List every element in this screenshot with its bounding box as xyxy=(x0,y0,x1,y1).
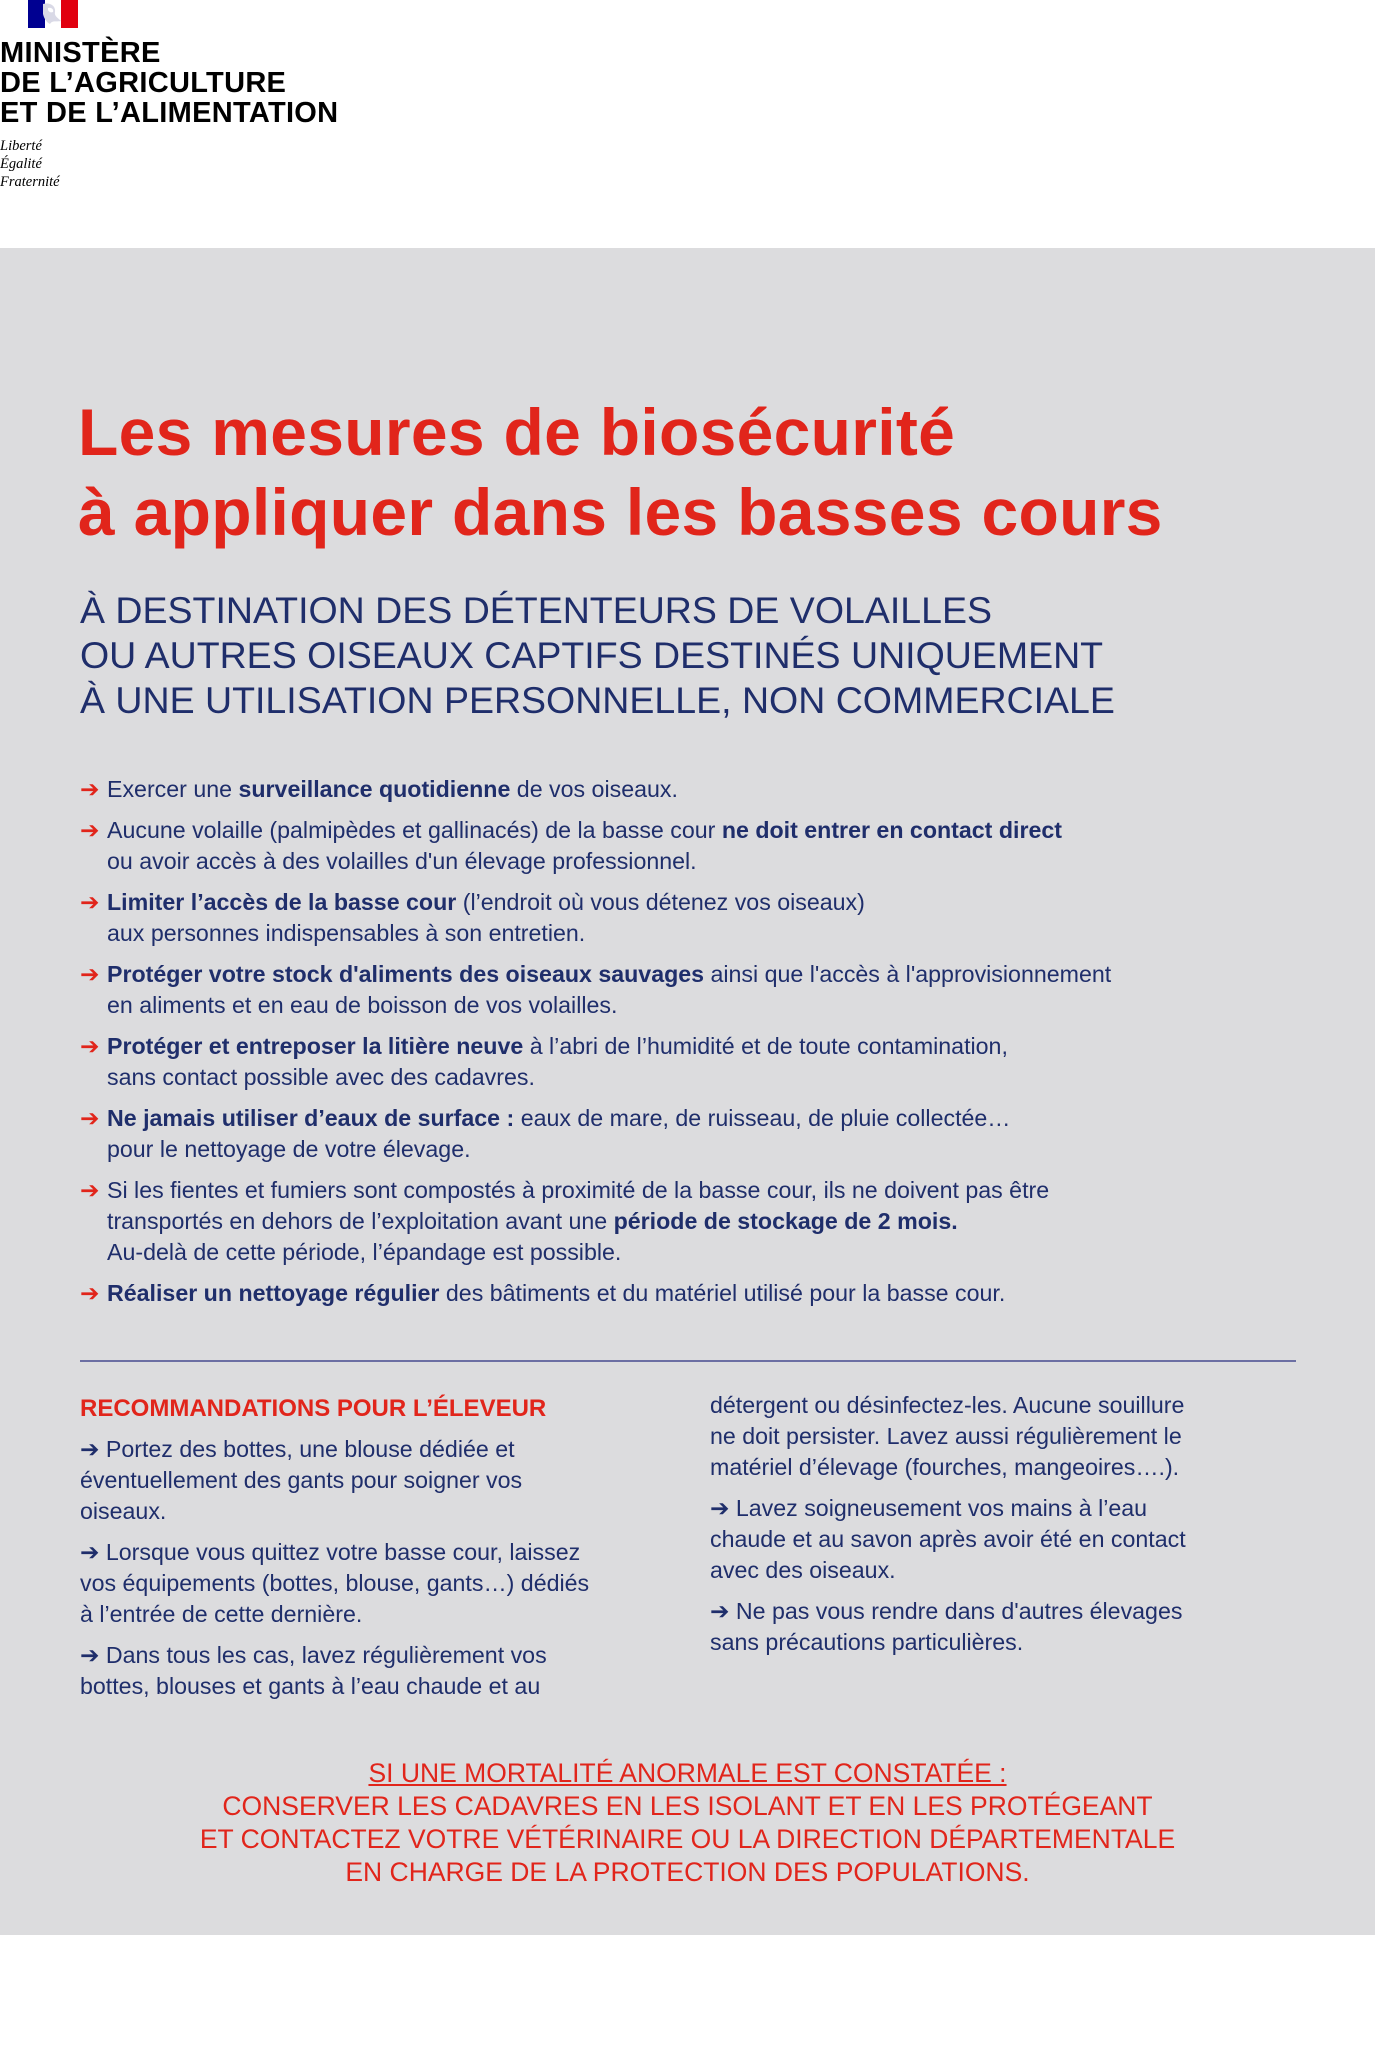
recommendations-column-left xyxy=(80,1434,680,1712)
recommendation-text: Lorsque vous quittez votre basse cour, laissez xyxy=(105,1539,581,1565)
recommendation-text: détergent ou désinfectez-les. Aucune souillure xyxy=(710,1392,1185,1418)
ministry-line: ET DE L’ALIMENTATION xyxy=(0,97,339,129)
subtitle-line: OU AUTRES OISEAUX CAPTIFS DESTINÉS UNIQUEMENT xyxy=(80,634,1104,676)
arrow-right-icon: ➔ xyxy=(80,817,100,843)
ministry-logo xyxy=(0,0,360,200)
list-item xyxy=(80,959,1330,1021)
list-item xyxy=(80,1175,1330,1268)
recommendations-column-right xyxy=(710,1390,1310,1668)
ministry-name xyxy=(0,38,338,128)
measure-text: Aucune volaille (palmipèdes et gallinacés) de la basse cour xyxy=(107,817,722,843)
motto-line: Liberté xyxy=(0,138,42,154)
list-item xyxy=(80,774,1330,805)
biosecurity-measures-list xyxy=(80,774,1330,1319)
measure-text: (l’endroit où vous détenez vos oiseaux) xyxy=(456,889,865,915)
measure-emphasis: Limiter l’accès de la basse cour xyxy=(107,889,457,915)
page-title xyxy=(78,392,1328,552)
recommendation-text: Ne pas vous rendre dans d'autres élevages xyxy=(735,1598,1183,1624)
recommendation-text: Dans tous les cas, lavez régulièrement vos xyxy=(105,1642,547,1668)
measure-emphasis: ne doit entrer en contact direct xyxy=(721,817,1062,843)
recommendation-text: Portez des bottes, une blouse dédiée et xyxy=(105,1436,515,1462)
measure-text: sans contact possible avec des cadavres. xyxy=(107,1064,535,1090)
recommendation-text: chaude et au savon après avoir été en contact xyxy=(710,1526,1186,1552)
arrow-right-icon: ➔ xyxy=(80,1033,100,1059)
measure-text: Exercer une xyxy=(107,776,239,802)
measure-text: Au-delà de cette période, l’épandage est possible. xyxy=(107,1239,622,1265)
recommendation-item xyxy=(80,1640,680,1702)
recommendation-text: Lavez soigneusement vos mains à l’eau xyxy=(735,1495,1148,1521)
recommendation-item xyxy=(80,1434,680,1527)
measure-emphasis: Ne jamais utiliser d’eaux de surface : xyxy=(107,1105,515,1131)
subtitle-line: À DESTINATION DES DÉTENTEURS DE VOLAILLES xyxy=(80,589,993,631)
page-subtitle xyxy=(80,588,1330,723)
alert-line: ET CONTACTEZ VOTRE VÉTÉRINAIRE OU LA DIRECTION DÉPARTEMENTALE xyxy=(199,1824,1176,1854)
measure-text: de vos oiseaux. xyxy=(510,776,678,802)
measure-text: ainsi que l'accès à l'approvisionnement xyxy=(704,961,1112,987)
ministry-line: DE L’AGRICULTURE xyxy=(0,67,287,99)
recommendation-text: sans précautions particulières. xyxy=(710,1629,1024,1655)
recommendation-text: ne doit persister. Lavez aussi régulièrement le xyxy=(710,1423,1182,1449)
arrow-right-icon: ➔ xyxy=(80,1436,100,1462)
arrow-right-icon: ➔ xyxy=(80,1280,100,1306)
measure-text: ou avoir accès à des volailles d'un élevage professionnel. xyxy=(107,848,697,874)
alert-heading: SI UNE MORTALITÉ ANORMALE EST CONSTATÉE : xyxy=(368,1758,1007,1788)
recommendation-item xyxy=(80,1537,680,1630)
recommendation-item xyxy=(710,1493,1310,1586)
recommendation-text: vos équipements (bottes, blouse, gants…) dédiés xyxy=(80,1570,590,1596)
measure-text: pour le nettoyage de votre élevage. xyxy=(107,1136,471,1162)
measure-emphasis: Protéger et entreposer la litière neuve xyxy=(107,1033,524,1059)
measure-text: des bâtiments et du matériel utilisé pour la basse cour. xyxy=(439,1280,1006,1306)
measure-text: eaux de mare, de ruisseau, de pluie collectée… xyxy=(514,1105,1011,1131)
measure-emphasis: Réaliser un nettoyage régulier xyxy=(107,1280,440,1306)
measure-emphasis: surveillance quotidienne xyxy=(238,776,511,802)
ministry-line: MINISTÈRE xyxy=(0,37,161,69)
measure-text: aux personnes indispensables à son entretien. xyxy=(107,920,586,946)
motto-line: Fraternité xyxy=(0,174,60,190)
arrow-right-icon: ➔ xyxy=(80,1105,100,1131)
list-item xyxy=(80,1031,1330,1093)
measure-text: à l’abri de l’humidité et de toute contamination, xyxy=(523,1033,1008,1059)
list-item xyxy=(80,887,1330,949)
measure-text: Si les fientes et fumiers sont compostés à proximité de la basse cour, ils ne doivent pas être xyxy=(107,1177,1050,1203)
marianne-flag-icon xyxy=(28,0,78,28)
list-item xyxy=(80,1103,1330,1165)
recommendation-item xyxy=(710,1596,1310,1658)
arrow-right-icon: ➔ xyxy=(80,1539,100,1565)
arrow-right-icon: ➔ xyxy=(710,1598,730,1624)
list-item xyxy=(80,815,1330,877)
arrow-right-icon: ➔ xyxy=(80,961,100,987)
recommendation-text: à l’entrée de cette dernière. xyxy=(80,1601,363,1627)
arrow-right-icon: ➔ xyxy=(80,1642,100,1668)
arrow-right-icon: ➔ xyxy=(710,1495,730,1521)
recommendation-item-continued xyxy=(710,1390,1310,1483)
alert-line: CONSERVER LES CADAVRES EN LES ISOLANT ET EN LES PROTÉGEANT xyxy=(222,1791,1153,1821)
motto-line: Égalité xyxy=(0,156,42,172)
title-line: à appliquer dans les basses cours xyxy=(78,475,1163,549)
recommendation-text: oiseaux. xyxy=(80,1498,167,1524)
subtitle-line: À UNE UTILISATION PERSONNELLE, NON COMMERCIALE xyxy=(80,679,1115,721)
measure-text: en aliments et en eau de boisson de vos volailles. xyxy=(107,992,618,1018)
measure-emphasis: Protéger votre stock d'aliments des oiseaux sauvages xyxy=(107,961,705,987)
arrow-right-icon: ➔ xyxy=(80,1177,100,1203)
title-line: Les mesures de biosécurité xyxy=(78,395,956,469)
list-item xyxy=(80,1278,1330,1309)
arrow-right-icon: ➔ xyxy=(80,889,100,915)
republic-motto xyxy=(0,137,60,191)
section-divider xyxy=(80,1360,1296,1362)
recommendations-title: RECOMMANDATIONS POUR L’ÉLEVEUR xyxy=(80,1395,547,1422)
mortality-alert xyxy=(0,1757,1375,1889)
measure-emphasis: période de stockage de 2 mois. xyxy=(613,1208,958,1234)
alert-line: EN CHARGE DE LA PROTECTION DES POPULATIONS. xyxy=(345,1857,1030,1887)
recommendation-text: matériel d’élevage (fourches, mangeoires….). xyxy=(710,1454,1180,1480)
measure-text: transportés en dehors de l’exploitation avant une xyxy=(107,1208,614,1234)
arrow-right-icon: ➔ xyxy=(80,776,100,802)
recommendation-text: éventuellement des gants pour soigner vos xyxy=(80,1467,523,1493)
recommendation-text: bottes, blouses et gants à l’eau chaude et au xyxy=(80,1673,541,1699)
recommendation-text: avec des oiseaux. xyxy=(710,1557,896,1583)
